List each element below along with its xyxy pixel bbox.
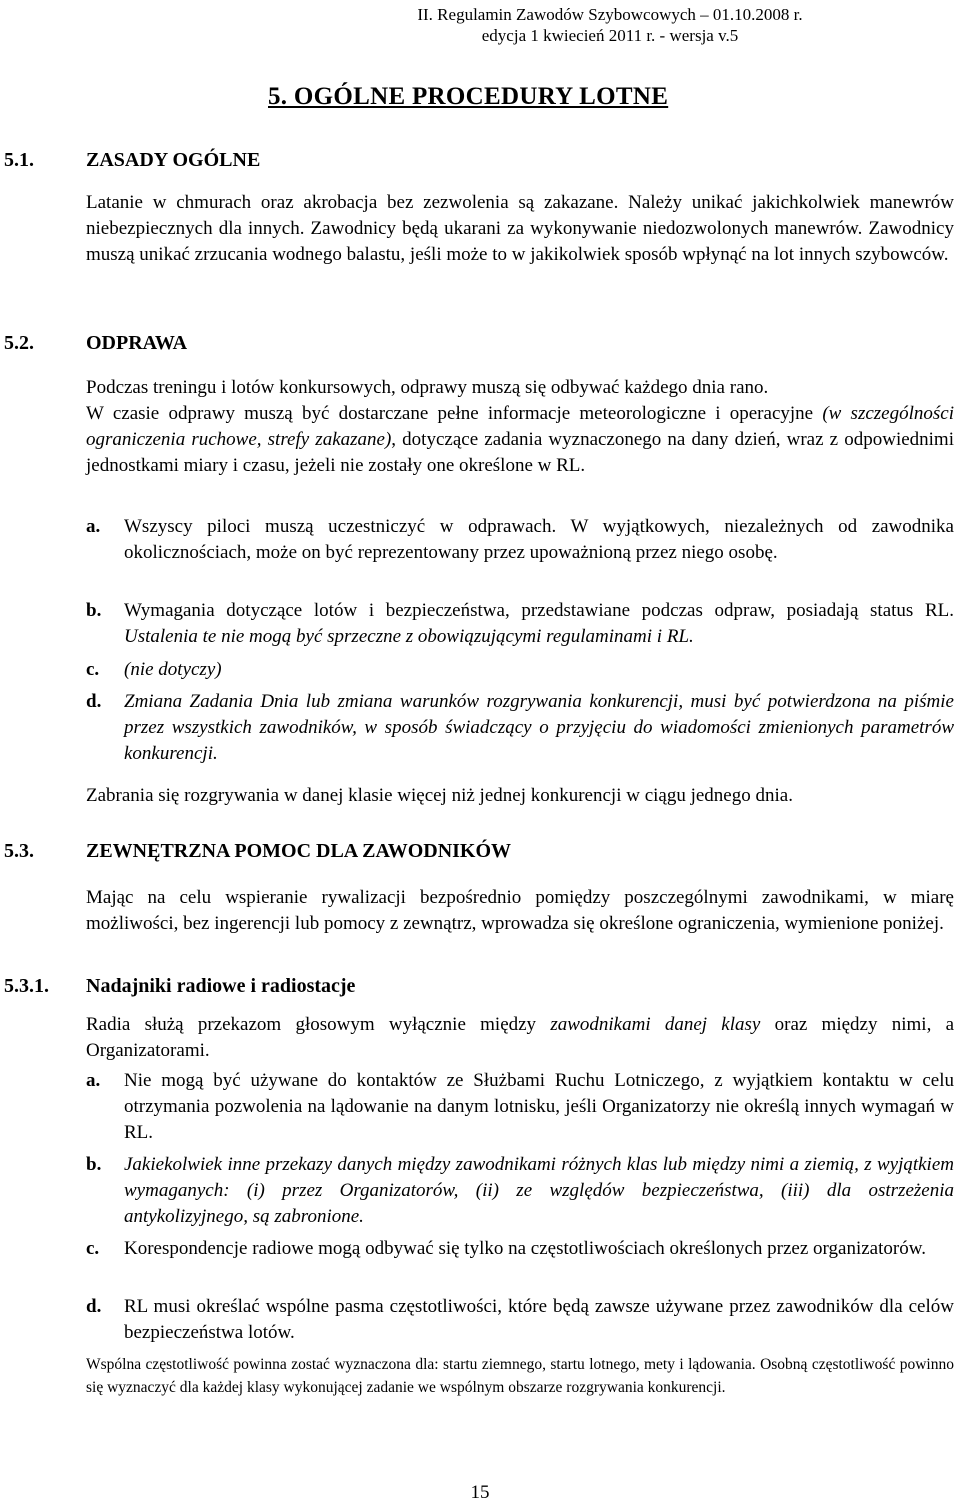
section-5-3-1-item-c [86,1236,954,1262]
section-5-1-number: 5.1. [4,149,34,171]
item-text: Jakiekolwiek inne przekazy danych między zawodnikami różnych klas lub między nimi a ziemią, z wyjątkiem wymaganych: (i) przez Organizatorów, (ii) ze względów bezpieczeństwa, (iii) dla ostrzeżenia antykolizyjnego, są zabronione. [124,1154,954,1227]
section-5-3-1-paragraph [86,1012,954,1064]
section-5-2-paragraph-1: Podczas treningu i lotów konkursowych, odprawy muszą się odbywać każdego dnia rano. [86,377,769,398]
section-5-2-final: Zabrania się rozgrywania w danej klasie więcej niż jednej konkurencji w ciągu jednego dnia. [86,785,793,806]
item-text: (nie dotyczy) [124,659,222,680]
section-5-3-1-title: Nadajniki radiowe i radiostacje [86,975,356,997]
section-5-1-title: ZASADY OGÓLNE [86,149,261,171]
section-5-2-p2-c: , dotyczące zadania wyznaczonego na dany dzień, wraz z odpowiednimi jednostkami miary i czasu, jeżeli nie zostały one określone w RL. [86,429,954,476]
section-5-2-item-c [86,657,954,683]
section-5-3-1-item-a [86,1068,954,1146]
section-5-2-p2-b: (w szczególności ograniczenia ruchowe, strefy zakazane) [86,403,954,450]
item-text: RL musi określać wspólne pasma częstotliwości, które będą zawsze używane przez zawodników dla celów bezpieczeństwa lotów. [124,1296,954,1343]
item-text-italic: Ustalenia te nie mogą być sprzeczne z obowiązującymi regulaminami i RL. [124,626,694,647]
section-5-2-number: 5.2. [4,332,34,354]
section-5-2-p2-a: W czasie odprawy muszą być dostarczane pełne informacje meteorologiczne i operacyjne [86,403,823,424]
section-5-2-title: ODPRAWA [86,332,188,354]
item-label: c. [86,659,100,680]
chapter-title: 5. OGÓLNE PROCEDURY LOTNE [268,83,669,110]
item-label: b. [86,600,102,621]
section-5-3-1-note: Wspólna częstotliwość powinna zostać wyznaczona dla: startu ziemnego, startu lotnego, mety i lądowania. Osobną częstotliwość powinno się wyznaczyć dla każdej klasy wykonującej zadanie we wspólnym obszarze rozgrywania konkurencji. [86,1356,954,1396]
section-5-2-item-d [86,689,954,767]
item-text-normal: Wymagania dotyczące lotów i bezpieczeństwa, przedstawiane podczas odpraw, posiadają status RL. [124,600,954,621]
section-5-3-title: ZEWNĘTRZNA POMOC DLA ZAWODNIKÓW [86,840,512,862]
item-label: b. [86,1154,102,1175]
item-label: a. [86,516,101,537]
document-header [270,4,950,46]
section-5-1-paragraph: Latanie w chmurach oraz akrobacja bez zezwolenia są zakazane. Należy unikać jakichkolwiek manewrów niebezpiecznych dla innych. Zawodnicy będą ukarani za wykonywanie niedozwolonych manewrów. Zawodnicy muszą unikać zrzucania wodnego balastu, jeśli może to w jakikolwiek sposób wpłynąć na lot innych szybowców. [86,192,954,265]
item-text: Nie mogą być używane do kontaktów ze Służbami Ruchu Lotniczego, z wyjątkiem kontaktu w celu otrzymania pozwolenia na lądowanie na danym lotnisku, jeśli Organizatorzy nie określą innych wymagań w RL. [124,1070,954,1143]
p1-c: oraz między nimi, a Organizatorami. [86,1014,955,1061]
section-5-2-item-a [86,514,954,566]
page-number: 15 [470,1482,490,1503]
section-5-3-1-number: 5.3.1. [4,975,49,997]
item-text [124,598,954,650]
p1-a: Radia służą przekazom głosowym wyłącznie między [86,1014,551,1035]
section-5-3-1-item-d [86,1294,954,1346]
section-5-2-paragraph-2 [86,401,954,479]
section-5-3-number: 5.3. [4,840,34,862]
section-5-3-paragraph: Mając na celu wspieranie rywalizacji bezpośrednio pomiędzy poszczególnymi zawodnikami, w miarę możliwości, bez ingerencji lub pomocy z zewnątrz, wprowadza się określone ograniczenia, wymienione poniżej. [86,887,954,934]
section-5-2-item-b [86,598,954,650]
item-text: Korespondencje radiowe mogą odbywać się tylko na częstotliwościach określonych przez organizatorów. [124,1238,926,1259]
section-5-3-1-item-b [86,1152,954,1230]
p1-b: zawodnikami danej klasy [550,1014,761,1035]
item-text: Zmiana Zadania Dnia lub zmiana warunków rozgrywania konkurencji, musi być potwierdzona na piśmie przez wszystkich zawodników, w sposób świadczący o przyjęciu do wiadomości zmienionych parametrów konkurencji. [124,691,954,764]
header-line-2: edycja 1 kwiecień 2011 r. - wersja v.5 [481,26,739,45]
item-label: d. [86,691,102,712]
item-label: a. [86,1070,101,1091]
item-label: c. [86,1238,100,1259]
item-text: Wszyscy piloci muszą uczestniczyć w odprawach. W wyjątkowych, niezależnych od zawodnika okolicznościach, może on być reprezentowany przez upoważnioną przez niego osobę. [124,516,954,563]
header-line-1: II. Regulamin Zawodów Szybowcowych – 01.10.2008 r. [417,5,803,24]
item-label: d. [86,1296,102,1317]
